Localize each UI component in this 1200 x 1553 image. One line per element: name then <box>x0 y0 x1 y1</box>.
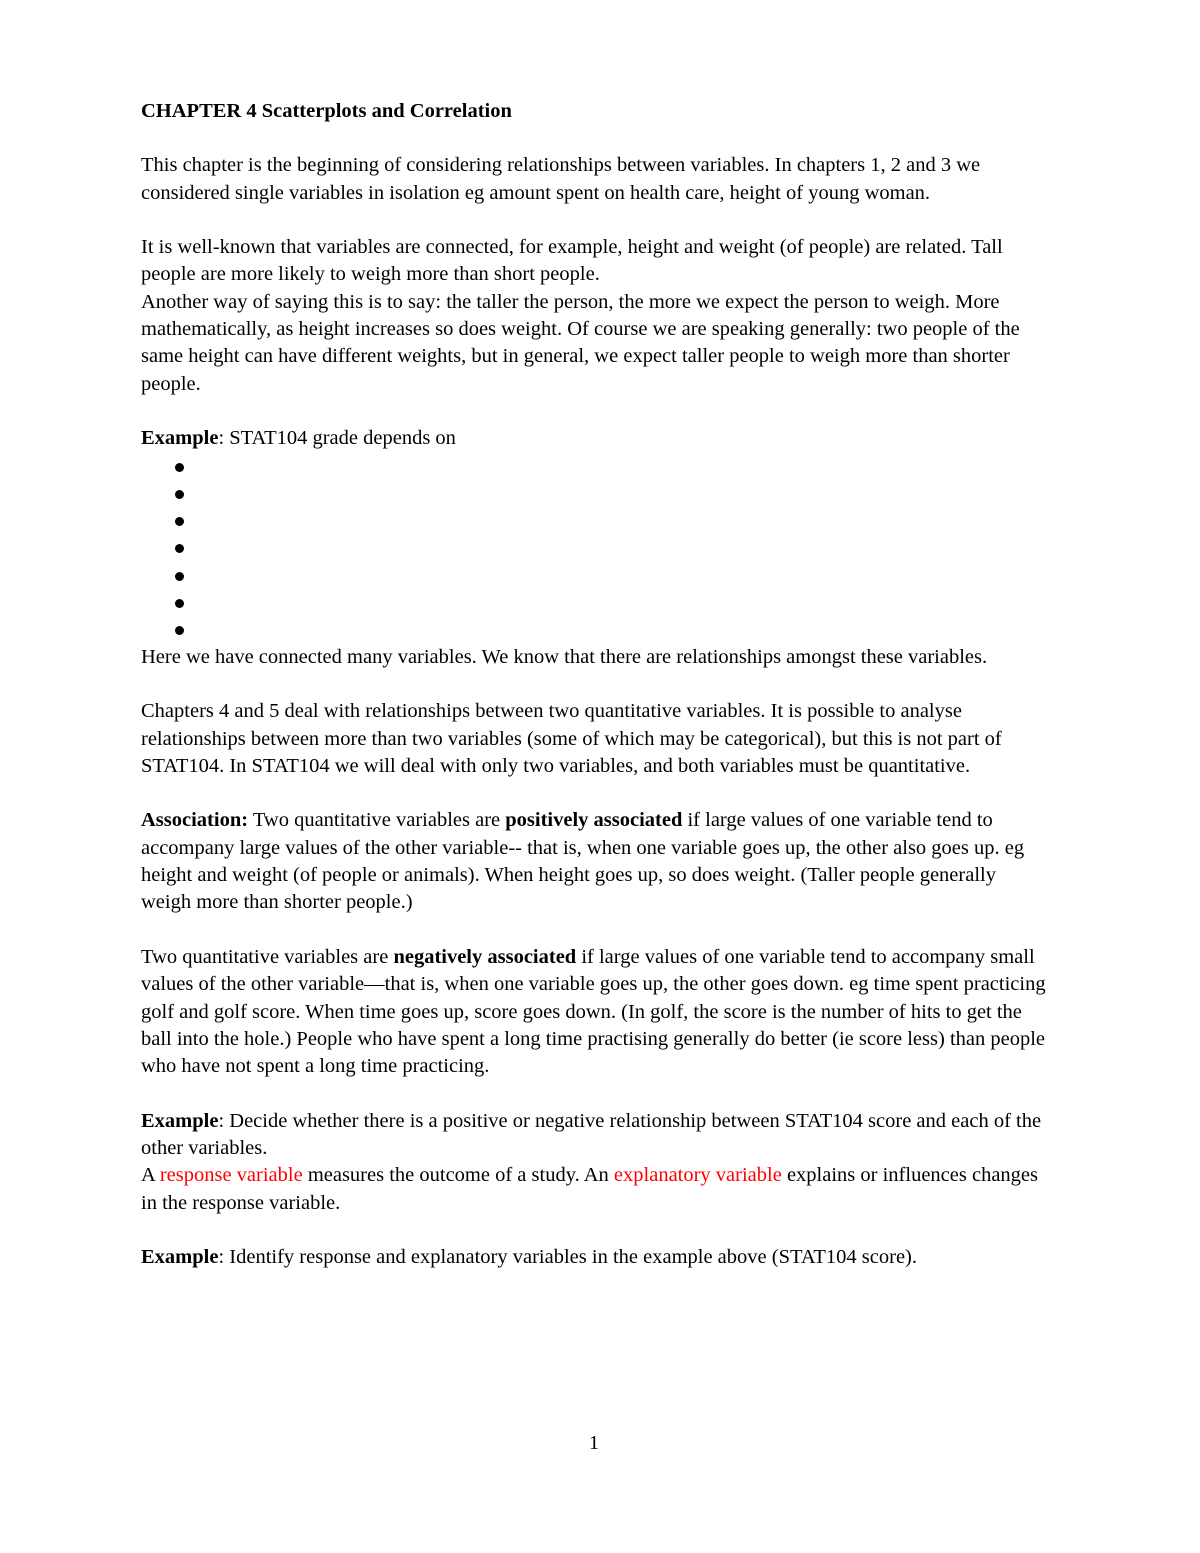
example-relationship-paragraph <box>141 1108 1051 1163</box>
example-label: Example <box>141 1109 219 1132</box>
bullet-icon <box>175 572 184 581</box>
example-text: : Decide whether there is a positive or negative relationship between STAT104 score and each of the other variables. <box>141 1109 1042 1159</box>
bullet-icon <box>175 463 184 472</box>
response-variable-term: response variable <box>159 1164 303 1187</box>
bullet-icon <box>175 626 184 635</box>
explanatory-variable-term: explanatory variable <box>613 1164 782 1187</box>
bullet-item <box>175 507 1051 534</box>
negative-association-paragraph <box>141 944 1051 1080</box>
bullet-item <box>175 480 1051 507</box>
bullet-icon <box>175 490 184 499</box>
association-paragraph <box>141 807 1051 916</box>
page-number: 1 <box>588 1432 600 1454</box>
example-text: : STAT104 grade depends on <box>218 427 456 450</box>
connected-variables-paragraph: Here we have connected many variables. We know that there are relationships amongst these variables. <box>141 645 988 668</box>
bullet-item <box>175 534 1051 561</box>
negative-text-1: Two quantitative variables are <box>141 945 394 968</box>
empty-bullet-list <box>141 453 1051 644</box>
positively-associated-term: positively associated <box>505 809 683 832</box>
height-weight-paragraph: It is well-known that variables are connected, for example, height and weight (of people) are related. Tall people are more likely to weigh more than short people. <box>141 236 1003 286</box>
association-text-1: Two quantitative variables are <box>248 809 506 832</box>
example-label: Example <box>141 427 219 450</box>
definitions-paragraph <box>141 1162 1051 1217</box>
bullet-icon <box>175 544 184 553</box>
intro-paragraph: This chapter is the beginning of considering relationships between variables. In chapters 1, 2 and 3 we considered single variables in isolation eg amount spent on health care, height of young woman. <box>141 154 981 204</box>
bullet-item <box>175 453 1051 480</box>
bullet-item <box>175 589 1051 616</box>
bullet-item <box>175 616 1051 643</box>
definition-suffix: explains or influences changes in the response variable. <box>141 1164 1038 1214</box>
chapters-scope-paragraph: Chapters 4 and 5 deal with relationships between two quantitative variables. It is possible to analyse relationships between more than two variables (some of which may be categorical), but this is not part of STAT104. In STAT104 we will deal with only two variables, and both variables must be quantitative. <box>141 700 1002 777</box>
association-label: Association: <box>141 809 249 832</box>
definition-prefix: A <box>141 1164 160 1187</box>
bullet-icon <box>175 517 184 526</box>
bullet-icon <box>175 599 184 608</box>
negative-text-2: if large values of one variable tend to accompany small values of the other variable—that is, when one variable goes up, the other goes down. eg time spent practicing golf and golf score. When time goes up, score goes down. (In golf, the score is the number of hits to get the ball into the hole.) People who have spent a long time practising generally do better (ie score less) than people who have not spent a long time practicing. <box>141 945 1046 1078</box>
negatively-associated-term: negatively associated <box>393 945 577 968</box>
document-body <box>141 98 1051 1299</box>
chapter-title: CHAPTER 4 Scatterplots and Correlation <box>141 100 512 122</box>
height-weight-explanation: Another way of saying this is to say: the taller the person, the more we expect the person to weigh. More mathematically, as height increases so does weight. Of course we are speaking generally: two people of the same height can have different weights, but in general, we expect taller people to weigh more than shorter people. <box>141 290 1020 395</box>
example-label: Example <box>141 1246 219 1269</box>
bullet-item <box>175 562 1051 589</box>
definition-mid: measures the outcome of a study. An <box>302 1164 614 1187</box>
example-identify-paragraph <box>141 1244 1051 1271</box>
association-text-2: if large values of one variable tend to accompany large values of the other variable-- that is, when one variable goes up, the other also goes up. eg height and weight (of people or animals). When height goes up, so does weight. (Taller people generally weigh more than shorter people.) <box>141 809 1025 914</box>
example-text: : Identify response and explanatory variables in the example above (STAT104 score). <box>218 1246 917 1269</box>
example-grade-depends <box>141 425 1051 452</box>
